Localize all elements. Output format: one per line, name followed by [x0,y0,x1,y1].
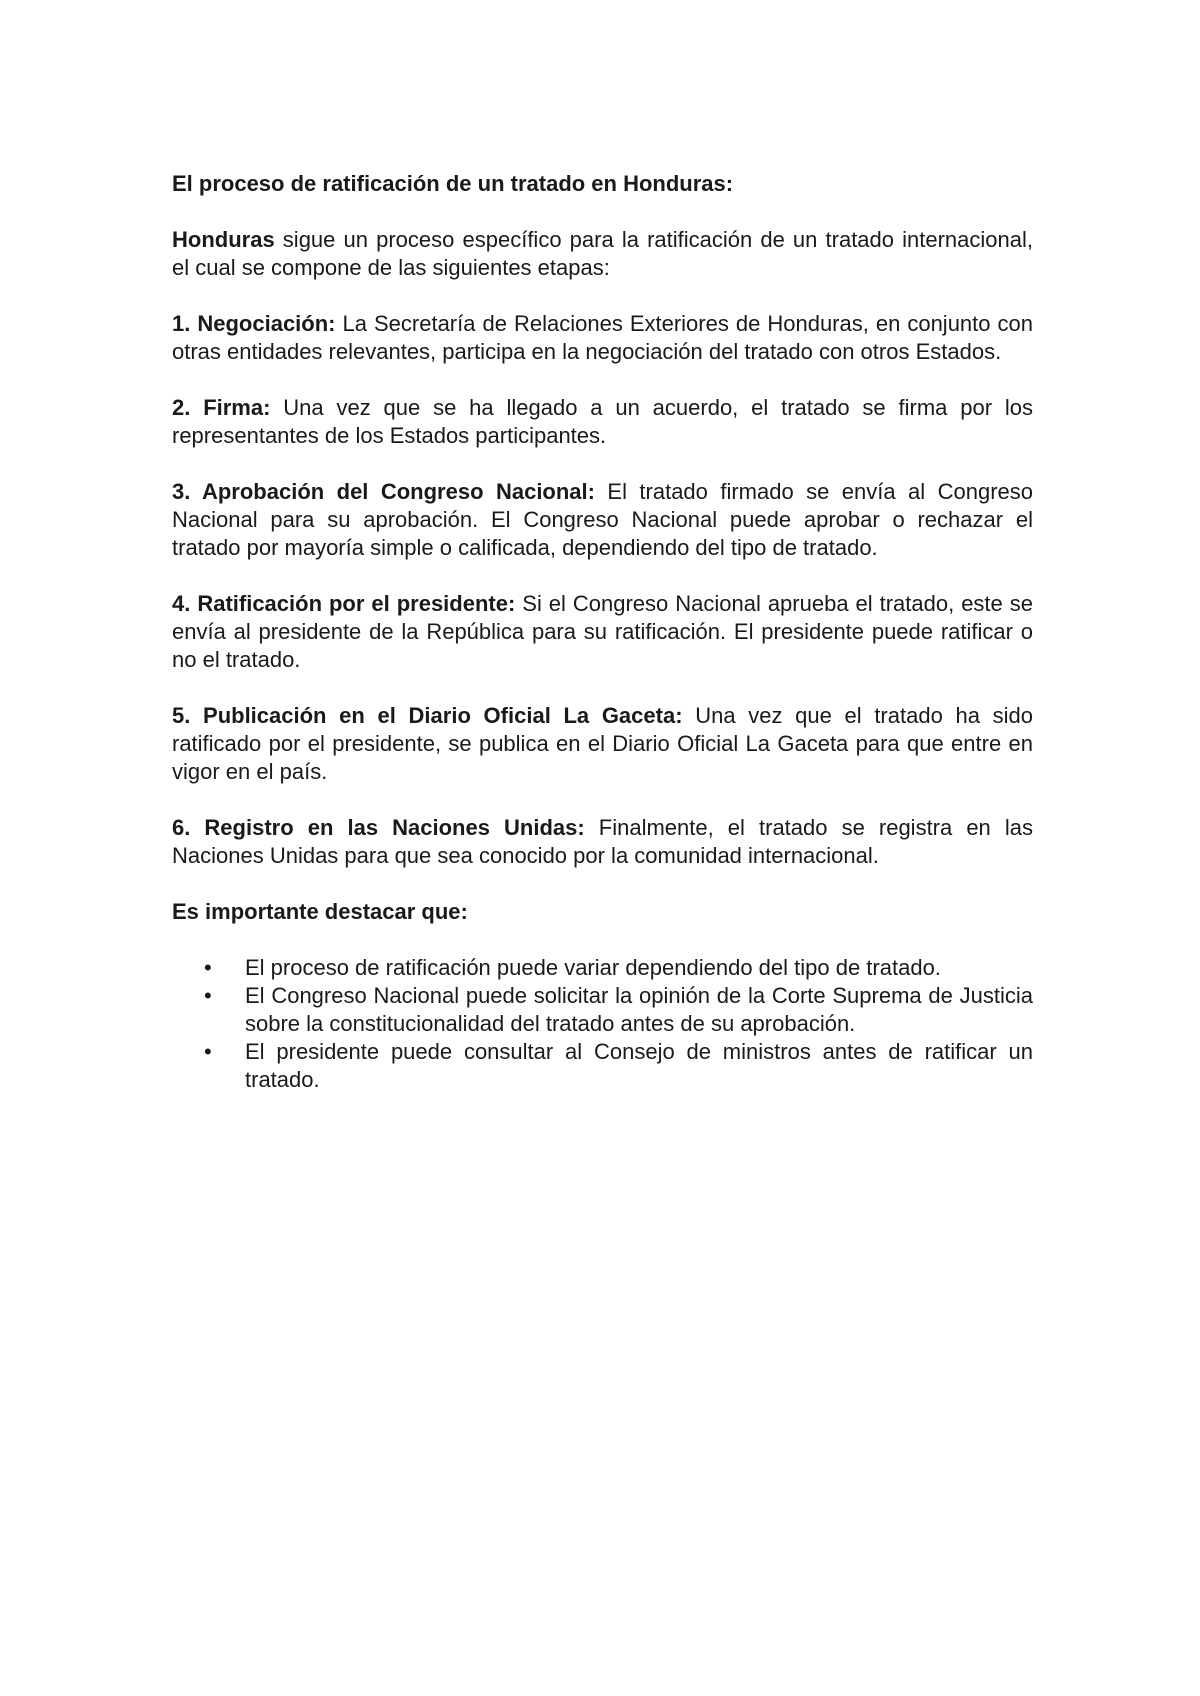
step-label: 4. Ratificación por el presidente: [172,591,516,616]
step-text: Finalmente, el tratado se registra en las Naciones Unidas para que sea conocido por la comunidad internacional. [172,815,1033,868]
step-paragraph-2 [172,394,1033,450]
step-paragraph-4 [172,590,1033,674]
bullet-icon: • [204,955,212,980]
intro-paragraph [172,226,1033,282]
bullet-item [172,954,1033,982]
step-paragraph-5 [172,702,1033,786]
step-label: 2. Firma: [172,395,271,420]
step-label: 3. Aprobación del Congreso Nacional: [172,479,595,504]
bullet-icon: • [204,1039,212,1064]
step-label: 6. Registro en las Naciones Unidas: [172,815,585,840]
bullet-item [172,982,1033,1038]
document-page [172,170,1033,1094]
bullet-text: El proceso de ratificación puede variar dependiendo del tipo de tratado. [245,955,941,980]
step-paragraph-3 [172,478,1033,562]
intro-text: sigue un proceso específico para la ratificación de un tratado internacional, el cual se compone de las siguientes etapas: [172,227,1033,280]
step-label: 1. Negociación: [172,311,336,336]
step-paragraph-6 [172,814,1033,870]
intro-bold: Honduras [172,227,275,252]
bullet-icon: • [204,983,212,1008]
step-text: Si el Congreso Nacional aprueba el tratado, este se envía al presidente de la República para su ratificación. El presidente puede ratificar o no el tratado. [172,591,1033,672]
note-heading: Es importante destacar que: [172,899,468,924]
step-text: El tratado firmado se envía al Congreso Nacional para su aprobación. El Congreso Nacional puede aprobar o rechazar el tratado por mayoría simple o calificada, dependiendo del tipo de tratado. [172,479,1034,560]
document-title: El proceso de ratificación de un tratado en Honduras: [172,171,734,196]
step-text: Una vez que el tratado ha sido ratificado por el presidente, se publica en el Diario Oficial La Gaceta para que entre en vigor en el país. [172,703,1033,784]
step-text: La Secretaría de Relaciones Exteriores de Honduras, en conjunto con otras entidades relevantes, participa en la negociación del tratado con otros Estados. [172,311,1033,364]
step-paragraph-1 [172,310,1033,366]
step-label: 5. Publicación en el Diario Oficial La Gaceta: [172,703,683,728]
bullet-item [172,1038,1033,1094]
bullet-text: El Congreso Nacional puede solicitar la opinión de la Corte Suprema de Justicia sobre la constitucionalidad del tratado antes de su aprobación. [245,983,1033,1036]
note-bullet-list [172,954,1033,1094]
step-text: Una vez que se ha llegado a un acuerdo, el tratado se firma por los representantes de los Estados participantes. [172,395,1034,448]
bullet-text: El presidente puede consultar al Consejo de ministros antes de ratificar un tratado. [245,1039,1033,1092]
